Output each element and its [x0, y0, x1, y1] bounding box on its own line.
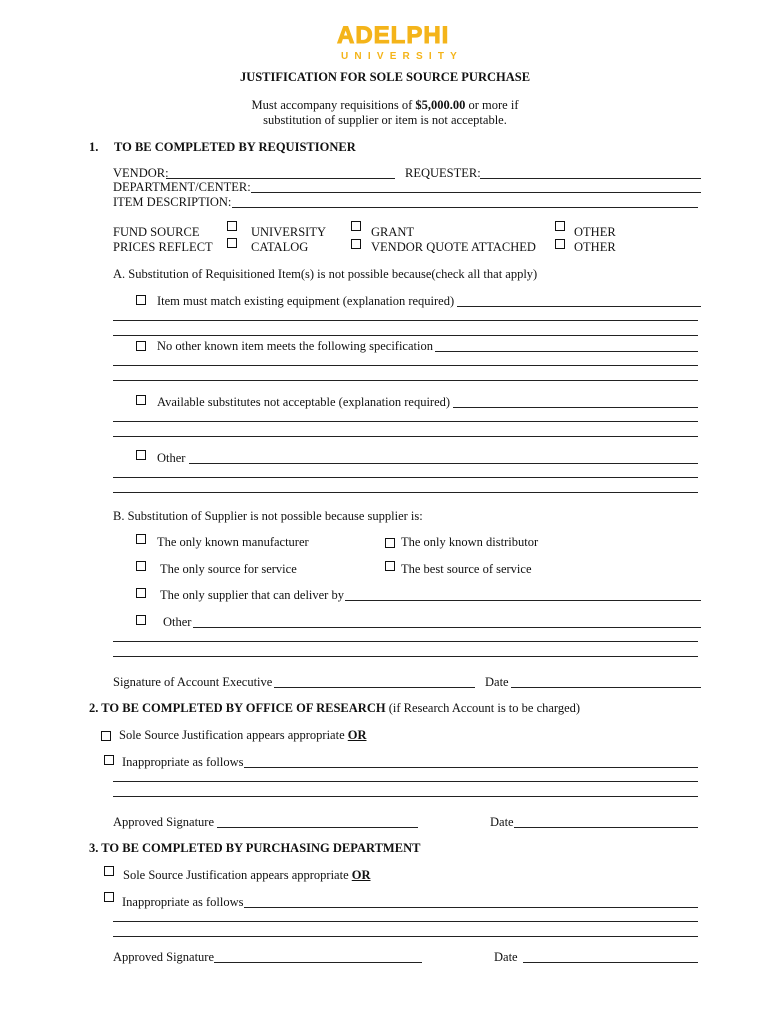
s2-date-label: Date: [490, 815, 514, 829]
vendor-label: VENDOR:: [113, 166, 169, 180]
fund-grant-checkbox[interactable]: [351, 221, 361, 231]
section1-heading: TO BE COMPLETED BY REQUISTIONER: [114, 140, 356, 154]
s2-appropriate-label: Sole Source Justification appears appropriate OR: [119, 728, 367, 742]
section1-number: 1.: [89, 140, 99, 154]
section-b-label: B. Substitution of Supplier is not possible because supplier is:: [113, 509, 423, 523]
a-option2-field[interactable]: [435, 351, 698, 352]
s3-inappropriate-line[interactable]: [113, 936, 698, 937]
a-option4-checkbox[interactable]: [136, 450, 146, 460]
prices-reflect-label: PRICES REFLECT: [113, 240, 213, 254]
section1-date-field[interactable]: [511, 687, 701, 688]
b-option6-field[interactable]: [193, 627, 701, 628]
b-option5-label: The only supplier that can deliver by: [160, 588, 344, 602]
b-option2-label: The only known distributor: [401, 535, 539, 549]
b-option6-label: Other: [163, 615, 192, 629]
s2-inappropriate-line[interactable]: [113, 796, 698, 797]
s3-approved-signature-label: Approved Signature: [113, 950, 215, 964]
a-option1-label: Item must match existing equipment (explanation required): [157, 294, 455, 308]
b-option6-line[interactable]: [113, 656, 698, 657]
a-option3-label: Available substitutes not acceptable (explanation required): [157, 395, 451, 409]
vendor-quote-label: VENDOR QUOTE ATTACHED: [371, 240, 536, 254]
requester-field[interactable]: [480, 178, 701, 179]
logo-subtitle: UNIVERSITY: [341, 51, 464, 62]
a-option4-field[interactable]: [189, 463, 698, 464]
s3-inappropriate-checkbox[interactable]: [104, 892, 114, 902]
a-option3-line[interactable]: [113, 421, 698, 422]
s3-date-label: Date: [494, 950, 518, 964]
s2-approved-signature-label: Approved Signature: [113, 815, 215, 829]
a-option3-checkbox[interactable]: [136, 395, 146, 405]
fund-other-checkbox[interactable]: [555, 221, 565, 231]
form-note-line1: Must accompany requisitions of $5,000.00 or more if: [251, 98, 519, 112]
a-option1-checkbox[interactable]: [136, 295, 146, 305]
fund-source-label: FUND SOURCE: [113, 225, 200, 239]
prices-other-checkbox[interactable]: [555, 239, 565, 249]
a-option3-field[interactable]: [453, 407, 698, 408]
a-option1-line[interactable]: [113, 335, 698, 336]
fund-other-label: OTHER: [574, 225, 616, 239]
prices-vendor-quote-checkbox[interactable]: [351, 239, 361, 249]
b-option4-label: The best source of service: [401, 562, 532, 576]
prices-other-label: OTHER: [574, 240, 616, 254]
s3-appropriate-label: Sole Source Justification appears appropriate OR: [123, 868, 371, 882]
a-option2-checkbox[interactable]: [136, 341, 146, 351]
b-option6-checkbox[interactable]: [136, 615, 146, 625]
section3-heading: 3. TO BE COMPLETED BY PURCHASING DEPARTMENT: [89, 841, 421, 855]
b-option6-line[interactable]: [113, 641, 698, 642]
a-option1-field[interactable]: [457, 306, 701, 307]
b-option1-checkbox[interactable]: [136, 534, 146, 544]
b-option5-checkbox[interactable]: [136, 588, 146, 598]
s3-inappropriate-field[interactable]: [244, 907, 698, 908]
catalog-label: CATALOG: [251, 240, 309, 254]
requester-label: REQUESTER:: [405, 166, 481, 180]
a-option2-label: No other known item meets the following specification: [157, 339, 433, 353]
grant-label: GRANT: [371, 225, 415, 239]
form-note-line2: substitution of supplier or item is not acceptable.: [263, 113, 507, 127]
s2-inappropriate-line[interactable]: [113, 781, 698, 782]
s2-appropriate-checkbox[interactable]: [101, 731, 111, 741]
department-label: DEPARTMENT/CENTER:: [113, 180, 251, 194]
item-description-field[interactable]: [232, 207, 698, 208]
a-option1-line[interactable]: [113, 320, 698, 321]
section-a-label: A. Substitution of Requisitioned Item(s) is not possible because(check all that apply): [113, 267, 538, 281]
section1-date-label: Date: [485, 675, 509, 689]
item-description-label: ITEM DESCRIPTION:: [113, 195, 232, 209]
b-option3-label: The only source for service: [160, 562, 297, 576]
s3-appropriate-checkbox[interactable]: [104, 866, 114, 876]
a-option3-line[interactable]: [113, 436, 698, 437]
a-option4-line[interactable]: [113, 492, 698, 493]
s3-inappropriate-line[interactable]: [113, 921, 698, 922]
form-title: JUSTIFICATION FOR SOLE SOURCE PURCHASE: [239, 70, 531, 84]
s3-approved-signature-field[interactable]: [214, 962, 422, 963]
b-option5-field[interactable]: [345, 600, 701, 601]
fund-university-checkbox[interactable]: [227, 221, 237, 231]
s2-date-field[interactable]: [514, 827, 698, 828]
a-option4-line[interactable]: [113, 477, 698, 478]
prices-catalog-checkbox[interactable]: [227, 238, 237, 248]
a-option4-label: Other: [157, 451, 186, 465]
vendor-field[interactable]: [166, 178, 395, 179]
signature-account-exec-label: Signature of Account Executive: [113, 675, 273, 689]
department-field[interactable]: [251, 192, 701, 193]
a-option2-line[interactable]: [113, 380, 698, 381]
a-option2-line[interactable]: [113, 365, 698, 366]
s2-inappropriate-checkbox[interactable]: [104, 755, 114, 765]
s2-inappropriate-field[interactable]: [244, 767, 698, 768]
b-option4-checkbox[interactable]: [385, 561, 395, 571]
s3-date-field[interactable]: [523, 962, 698, 963]
s2-approved-signature-field[interactable]: [217, 827, 418, 828]
b-option1-label: The only known manufacturer: [157, 535, 309, 549]
s3-inappropriate-label: Inappropriate as follows: [122, 895, 244, 909]
logo-name: ADELPHI: [337, 22, 450, 49]
signature-account-exec-field[interactable]: [274, 687, 475, 688]
s2-inappropriate-label: Inappropriate as follows: [122, 755, 244, 769]
university-label: UNIVERSITY: [251, 225, 326, 239]
section2-heading: 2. TO BE COMPLETED BY OFFICE OF RESEARCH (if Research Account is to be charged): [89, 701, 581, 715]
b-option3-checkbox[interactable]: [136, 561, 146, 571]
b-option2-checkbox[interactable]: [385, 538, 395, 548]
